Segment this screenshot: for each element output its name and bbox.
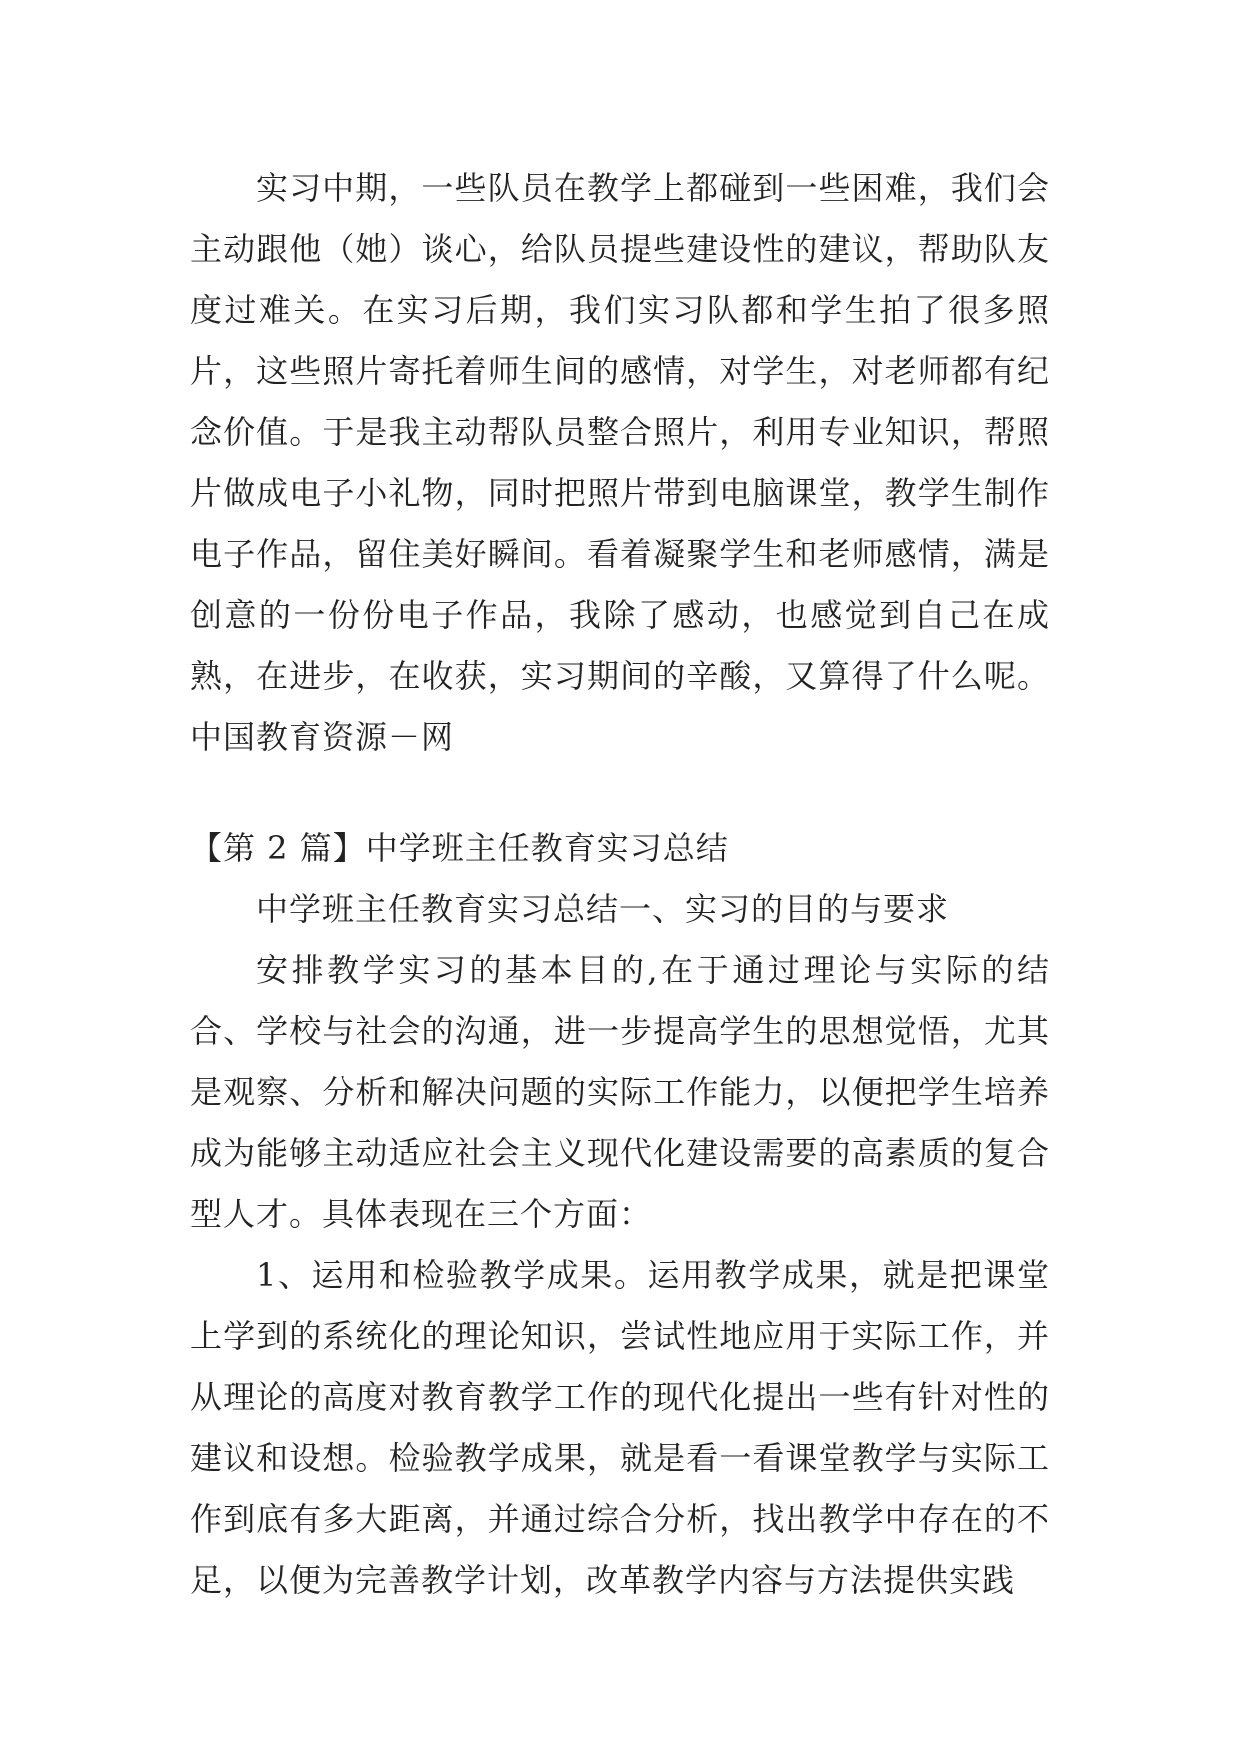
- paragraph-internship-purpose: 安排教学实习的基本目的,在于通过理论与实际的结合、学校与社会的沟通，进一步提高学生的思想觉悟，尤其是观察、分析和解决问题的实际工作能力，以便把学生培养成为能够主动适应社会主义现代化建设需要的高素质的复合型人才。具体表现在三个方面：: [190, 951, 1050, 1233]
- section-heading: 【第 2 篇】中学班主任教育实习总结: [190, 829, 729, 867]
- section-subheading: 中学班主任教育实习总结一、实习的目的与要求: [256, 890, 950, 928]
- document-page: [190, 158, 1050, 1611]
- section-spacer: [190, 768, 1050, 818]
- paragraph-internship-midterm: 实习中期，一些队员在教学上都碰到一些困难，我们会主动跟他（她）谈心，给队员提些建设性的建议，帮助队友度过难关。在实习后期，我们实习队都和学生拍了很多照片，这些照片寄托着师生间的感情，对学生，对老师都有纪念价值。于是我主动帮队员整合照片，利用专业知识，帮照片做成电子小礼物，同时把照片带到电脑课堂，教学生制作电子作品，留住美好瞬间。看着凝聚学生和老师感情，满是创意的一份份电子作品，我除了感动，也感觉到自己在成熟，在进步，在收获，实习期间的辛酸，又算得了什么呢。中国教育资源－网: [190, 169, 1050, 756]
- paragraph-apply-teaching-results: 1、运用和检验教学成果。运用教学成果，就是把课堂上学到的系统化的理论知识，尝试性地应用于实际工作，并从理论的高度对教育教学工作的现代化提出一些有针对性的建议和设想。检验教学成果，就是看一看课堂教学与实际工作到底有多大距离，并通过综合分析，找出教学中存在的不足，以便为完善教学计划，改革教学内容与方法提供实践: [190, 1256, 1050, 1599]
